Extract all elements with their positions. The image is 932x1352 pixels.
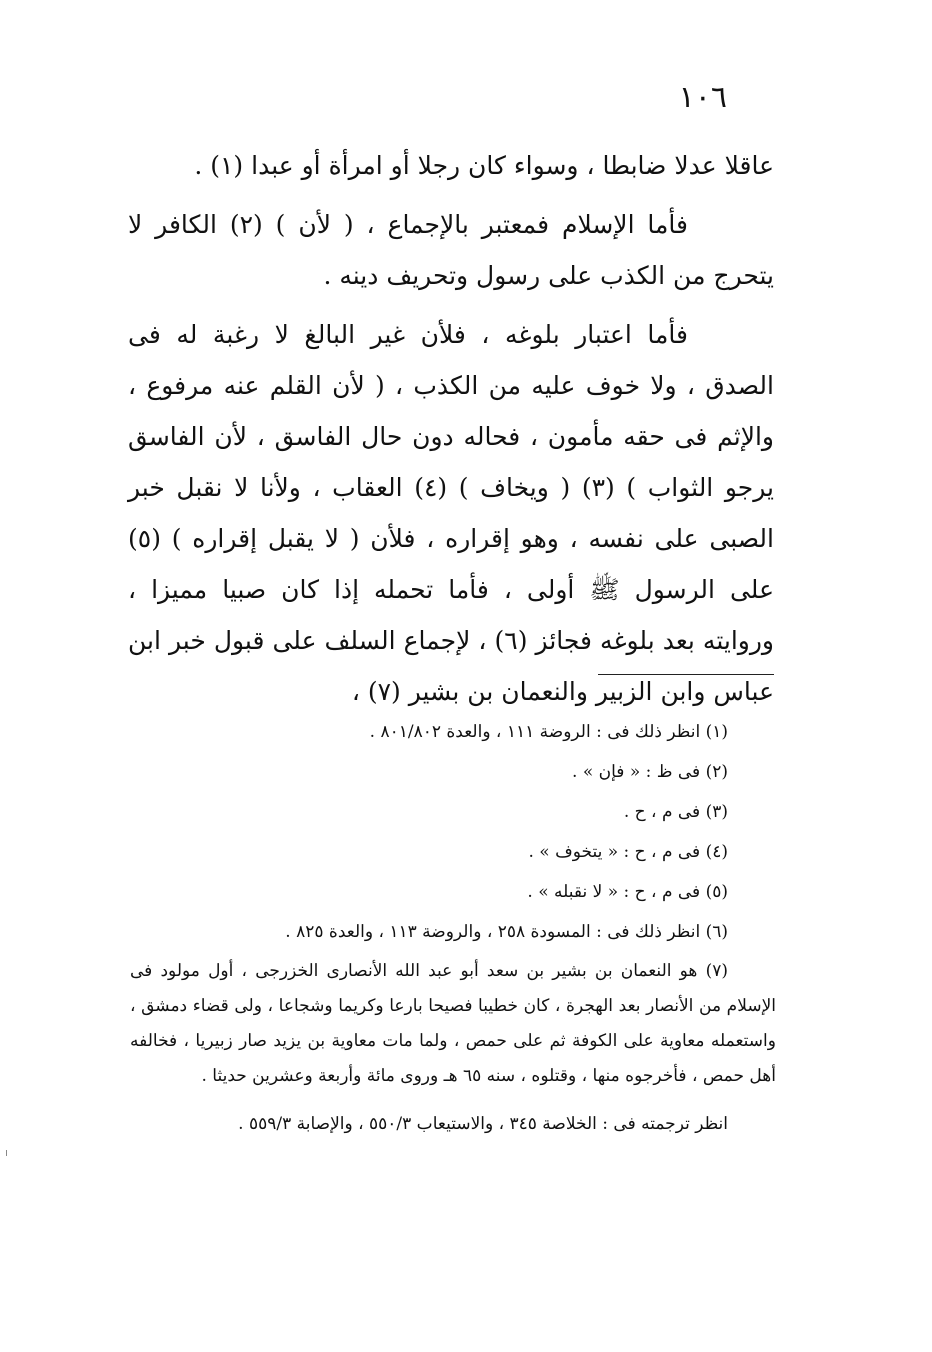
footnote-5: (٥) فى م ، ح : « لا نقبله » . [527, 882, 728, 902]
footnote-6: (٦) انظر ذلك فى : المسودة ٢٥٨ ، والروضة ١١٣ ، والعدة ٨٢٥ . [285, 922, 728, 942]
footnote-1: (١) انظر ذلك فى : الروضة ١١١ ، والعدة ٨٠١/٨٠٢ . [369, 722, 728, 742]
paragraph-3: فأما اعتبار بلوغه ، فلأن غير البالغ لا رغبة له فى الصدق ، ولا خوف عليه من الكذب ، ( لأن القلم عنه مرفوع ، والإثم فى حقه مأمون ، فحاله دون حال الفاسق ، لأن الفاسق يرجو الثواب ) (٣) ( ويخاف ) (٤) العقاب ، ولأنا لا نقبل خبر الصبى على نفسه ، وهو إقراره ، فلأن ( لا يقبل إقراره ) (٥) على الرسول ﷺ أولى ، فأما تحمله إذا كان صبيا مميزا ، وروايته بعد بلوغه فجائز (٦) ، لإجماع السلف على قبول خبر ابن عباس وابن الزبير والنعمان بن بشير (٧) ، [128, 320, 775, 706]
page-number: ١٠٦ [678, 80, 727, 115]
main-text [128, 140, 774, 717]
scan-edge-mark [6, 1150, 7, 1156]
footnote-7: (٧) هو النعمان بن بشير بن سعد أبو عبد الله الأنصارى الخزرجى ، أول مولود فى الإسلام من الأنصار بعد الهجرة ، كان خطيبا فصيحا بارعا وكريما وشجاعا ، ولى قضاء دمشق ، واستعمله معاوية على الكوفة ثم على حمص ، ولما مات معاوية بن يزيد صار زبيريا ، فخالفه أهل حمص ، فأخرجوه منها ، وقتلوه ، سنه ٦٥ هـ وروى مائة وأربعة وعشرين حديثا . [130, 961, 776, 1086]
footnote-7-source: انظر ترجمته فى : الخلاصة ٣٤٥ ، والاستيعاب ٥٥٠/٣ ، والإصابة ٥٥٩/٣ . [238, 1114, 728, 1134]
footnote-3: (٣) فى م ، ح . [623, 802, 728, 822]
footnote-4: (٤) فى م ، ح : « يتخوف » . [528, 842, 728, 862]
footnote-separator [598, 674, 774, 675]
footnote-2: (٢) فى ظ : « فإن » . [572, 762, 728, 782]
footnotes [130, 712, 776, 1144]
paragraph-2: فأما الإسلام فمعتبر بالإجماع ، ( لأن ) (٢) الكافر لا يتحرج من الكذب على رسول وتحريف دينه . [128, 210, 774, 290]
paragraph-1: عاقلا عدلا ضابطا ، وسواء كان رجلا أو امرأة أو عبدا (١) . [194, 151, 774, 180]
